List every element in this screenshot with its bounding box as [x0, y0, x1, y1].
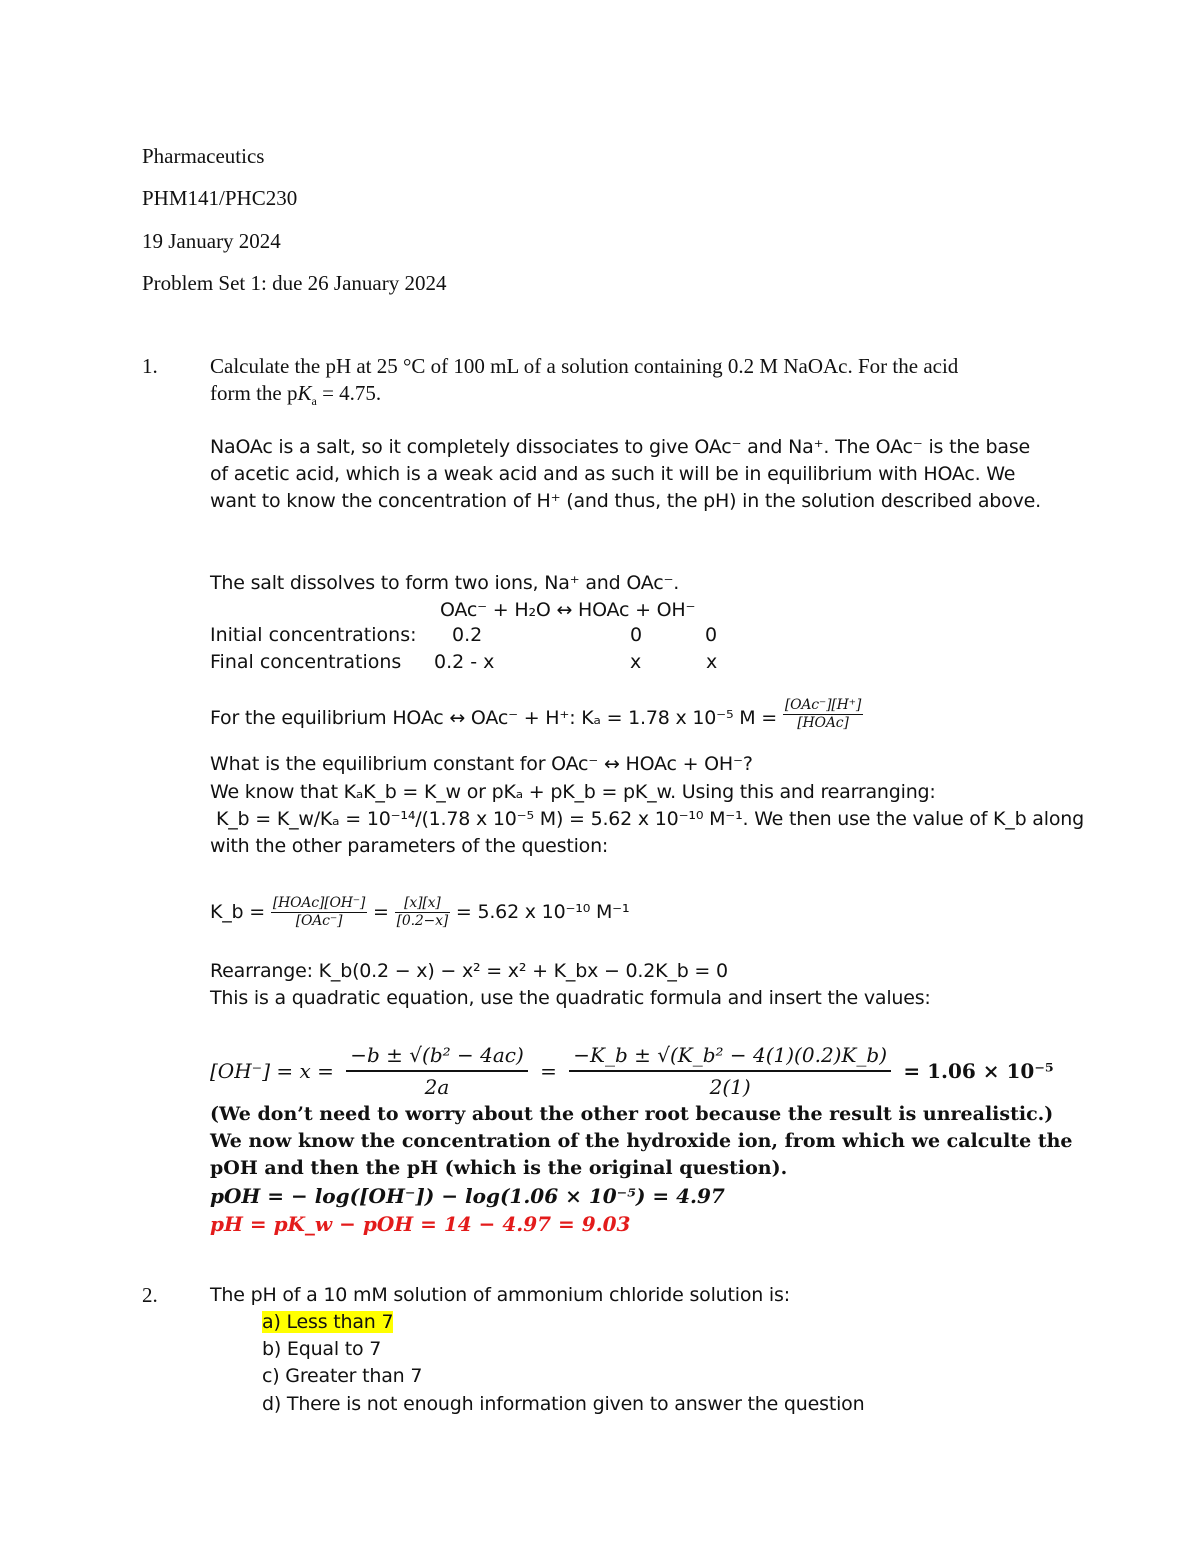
ph-final-answer: pH = pK_w − pOH = 14 − 4.97 = 9.03 [210, 1212, 631, 1236]
kb-fraction-2-numerator: [x][x] [395, 895, 450, 913]
kb-question-line: What is the equilibrium constant for OAc⁻ ↔ HOAc + OH⁻? [210, 753, 753, 775]
course-title: Pharmaceutics [142, 144, 265, 168]
ka-fraction-numerator: [OAc⁻][H⁺] [784, 697, 862, 713]
reaction-equation: OAc⁻ + H₂O ↔ HOAc + OH⁻ [440, 599, 696, 621]
kw-relation-line: We know that KₐK_b = K_w or pKₐ + pK_b = pK_w. Using this and rearranging: [210, 781, 936, 803]
question-1-number: 1. [142, 354, 158, 378]
quadratic-result: = 1.06 × 10⁻⁵ [903, 1059, 1054, 1083]
question-2-option-a [262, 1309, 393, 1335]
question-2-prompt: The pH of a 10 mM solution of ammonium chloride solution is: [210, 1284, 790, 1306]
kb-value-line: K_b = K_w/Kₐ = 10⁻¹⁴/(1.78 x 10⁻⁵ M) = 5.62 x 10⁻¹⁰ M⁻¹. We then use the value of K_b along [216, 808, 1084, 830]
answer-paragraph-line1: NaOAc is a salt, so it completely dissociates to give OAc⁻ and Na⁺. The OAc⁻ is the base [210, 436, 1031, 458]
kb-equation-result: = 5.62 x 10⁻¹⁰ M⁻¹ [455, 901, 630, 923]
poh-calculation: pOH = − log([OH⁻]) − log(1.06 × 10⁻⁵) = 4.97 [210, 1184, 725, 1208]
course-code: PHM141/PHC230 [142, 186, 298, 210]
ka-fraction [783, 697, 863, 732]
problem-set-title: Problem Set 1: due 26 January 2024 [142, 271, 447, 295]
quadratic-lhs: [OH⁻] = x = [210, 1059, 334, 1083]
question-2-option-c: c) Greater than 7 [262, 1365, 423, 1387]
rearrange-line: Rearrange: K_b(0.2 − x) − x² = x² + K_bx − 0.2K_b = 0 [210, 960, 728, 982]
question-2-option-b: b) Equal to 7 [262, 1338, 382, 1360]
final-row-oac: 0.2 - x [434, 651, 495, 673]
pka-value: = 4.75. [316, 381, 382, 405]
quadratic-fraction-1-denominator: 2a [424, 1075, 450, 1099]
kb-equation: K_b = $\frac{\text{[HOAc][OH⁻]}}{\text{[OAc⁻]}}$ = $\frac{[x][x]}{[0.2-x]}$ = 5.62 x 10⁻¹⁰ M⁻¹ [210, 895, 630, 929]
question-2-option-d: d) There is not enough information given to answer the question [262, 1393, 865, 1415]
quadratic-formula: [OH⁻] = x = $\frac{\text{−b ± √(b² − 4ac)}}{2a}$ = $\frac{\text{−K\_b ± √(K\_b² − 4(1)(0.2)K\_b)}}{2(1)}$ = 1.06 × 10⁻⁵ [210, 1040, 1054, 1102]
quadratic-fraction-2 [569, 1040, 891, 1102]
answer-paragraph-line2: of acetic acid, which is a weak acid and as such it will be in equilibrium with HOAc. We [210, 463, 1016, 485]
quadratic-fraction-2-numerator: −K_b ± √(K_b² − 4(1)(0.2)K_b) [569, 1040, 891, 1072]
initial-row-hoac: 0 [630, 624, 643, 646]
answer-paragraph-line3: want to know the concentration of H⁺ (and thus, the pH) in the solution described above. [210, 490, 1041, 512]
kb-fraction-1-denominator: [OAc⁻] [295, 913, 343, 929]
kb-value-line-2: with the other parameters of the question: [210, 835, 609, 857]
kb-fraction-1 [271, 895, 367, 930]
initial-row-oac: 0.2 [452, 624, 483, 646]
kb-fraction-2 [395, 895, 450, 930]
question-2-number: 2. [142, 1283, 158, 1307]
question-1-prompt-line2 [210, 380, 382, 409]
initial-row-label: Initial concentrations: [210, 624, 417, 646]
document-date: 19 January 2024 [142, 229, 281, 253]
initial-row-oh: 0 [705, 624, 718, 646]
final-row-label: Final concentrations [210, 651, 402, 673]
note-line-3: pOH and then the pH (which is the original question). [210, 1157, 788, 1179]
final-row-hoac: x [630, 651, 642, 673]
ka-equilibrium-line [210, 697, 863, 732]
pka-symbol: K [297, 381, 312, 405]
kb-equation-label: K_b = [210, 901, 265, 923]
note-line-1: (We don’t need to worry about the other root because the result is unrealistic.) [210, 1103, 1054, 1125]
pka-text-a: form the p [210, 381, 298, 405]
quadratic-intro-line: This is a quadratic equation, use the quadratic formula and insert the values: [210, 987, 931, 1009]
ka-text: For the equilibrium HOAc ↔ OAc⁻ + H⁺: Kₐ = 1.78 x 10⁻⁵ M = [210, 707, 777, 729]
question-1-prompt-line1: Calculate the pH at 25 °C of 100 mL of a solution containing 0.2 M NaOAc. For the acid [210, 354, 959, 378]
ka-fraction-denominator: [HOAc] [797, 715, 849, 731]
quadratic-fraction-1-numerator: −b ± √(b² − 4ac) [346, 1040, 528, 1072]
quadratic-fraction-1 [346, 1040, 528, 1102]
quadratic-fraction-2-denominator: 2(1) [709, 1075, 751, 1099]
kb-fraction-1-numerator: [HOAc][OH⁻] [272, 895, 366, 911]
option-a-highlighted-label: a) Less than 7 [262, 1311, 394, 1333]
kb-fraction-2-denominator: [0.2−x] [396, 913, 449, 929]
salt-dissolves-line: The salt dissolves to form two ions, Na⁺ and OAc⁻. [210, 572, 680, 594]
note-line-2: We now know the concentration of the hydroxide ion, from which we calculte the [210, 1130, 1073, 1152]
final-row-oh: x [706, 651, 718, 673]
pka-subscript: a [311, 394, 317, 409]
